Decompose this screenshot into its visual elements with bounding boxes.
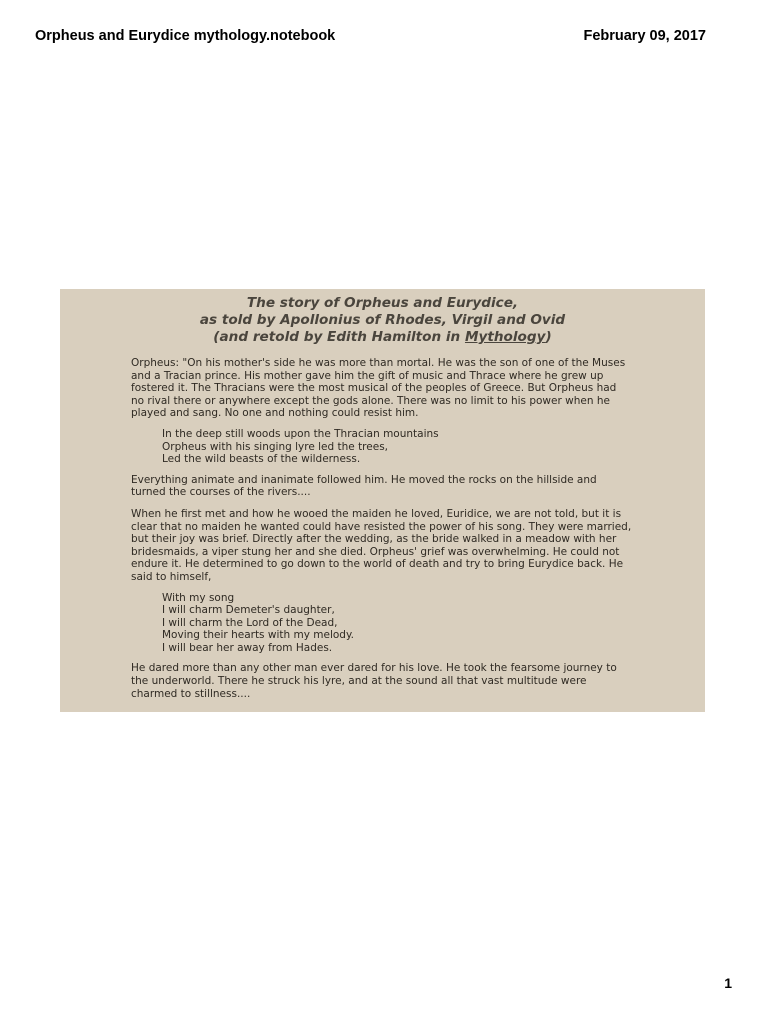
story-heading bbox=[60, 295, 705, 346]
verse-line: Orpheus with his singing lyre led the trees, bbox=[162, 440, 388, 453]
paragraph-line: the underworld. There he struck his lyre, and at the sound all that vast multitude were bbox=[131, 675, 587, 688]
verse-line: With my song bbox=[162, 591, 235, 604]
story-heading-suffix: ) bbox=[545, 329, 552, 345]
paragraph-line: turned the courses of the rivers.... bbox=[131, 486, 311, 499]
story-image-panel bbox=[60, 289, 705, 712]
paragraph-line: charmed to stillness.... bbox=[131, 687, 251, 700]
paragraph-1 bbox=[131, 357, 677, 420]
story-heading-line-3 bbox=[60, 329, 705, 346]
paragraph-line: no rival there or anywhere except the gods alone. There was no limit to his power when he bbox=[131, 394, 610, 407]
paragraph-3 bbox=[131, 508, 677, 584]
verse-2 bbox=[162, 592, 677, 655]
verse-line: I will bear her away from Hades. bbox=[162, 641, 333, 654]
story-heading-prefix: (and retold by Edith Hamilton in bbox=[213, 329, 465, 345]
story-heading-line-1: The story of Orpheus and Eurydice, bbox=[246, 295, 519, 311]
story-heading-line-2: as told by Apollonius of Rhodes, Virgil and Ovid bbox=[199, 312, 566, 328]
notebook-date: February 09, 2017 bbox=[583, 28, 706, 44]
verse-1 bbox=[162, 428, 677, 466]
notebook-title: Orpheus and Eurydice mythology.notebook bbox=[35, 28, 336, 44]
paragraph-line: and a Tracian prince. His mother gave him the gift of music and Thrace where he grew up bbox=[131, 369, 604, 382]
verse-line: I will charm the Lord of the Dead, bbox=[162, 616, 338, 629]
paragraph-line: played and sang. No one and nothing could resist him. bbox=[131, 407, 419, 420]
paragraph-line: Everything animate and inanimate followed him. He moved the rocks on the hillside and bbox=[131, 473, 597, 486]
paragraph-line: When he first met and how he wooed the maiden he loved, Euridice, we are not told, but it is bbox=[131, 507, 622, 520]
paragraph-2 bbox=[131, 474, 677, 499]
paragraph-line: fostered it. The Thracians were the most musical of the peoples of Greece. But Orpheus had bbox=[131, 382, 617, 395]
paragraph-line: He dared more than any other man ever dared for his love. He took the fearsome journey to bbox=[131, 662, 617, 675]
verse-line: Led the wild beasts of the wilderness. bbox=[162, 453, 361, 466]
paragraph-line: said to himself, bbox=[131, 570, 212, 583]
verse-line: Moving their hearts with my melody. bbox=[162, 629, 355, 642]
paragraph-line: bridesmaids, a viper stung her and she died. Orpheus' grief was overwhelming. He could not bbox=[131, 545, 620, 558]
paragraph-line: endure it. He determined to go down to the world of death and try to bring Eurydice back. He bbox=[131, 558, 624, 571]
page-number: 1 bbox=[724, 975, 732, 991]
paragraph-line: Orpheus: "On his mother's side he was more than mortal. He was the son of one of the Muses bbox=[131, 357, 626, 369]
paragraph-line: but their joy was brief. Directly after the wedding, as the bride walked in a meadow with her bbox=[131, 533, 617, 546]
mythology-book-title: Mythology bbox=[464, 329, 546, 345]
story-body bbox=[131, 346, 677, 700]
verse-line: I will charm Demeter's daughter, bbox=[162, 604, 335, 617]
paragraph-4 bbox=[131, 662, 677, 700]
paragraph-line: clear that no maiden he wanted could have resisted the power of his song. They were married, bbox=[131, 520, 632, 533]
verse-line: In the deep still woods upon the Thracian mountains bbox=[162, 427, 439, 440]
